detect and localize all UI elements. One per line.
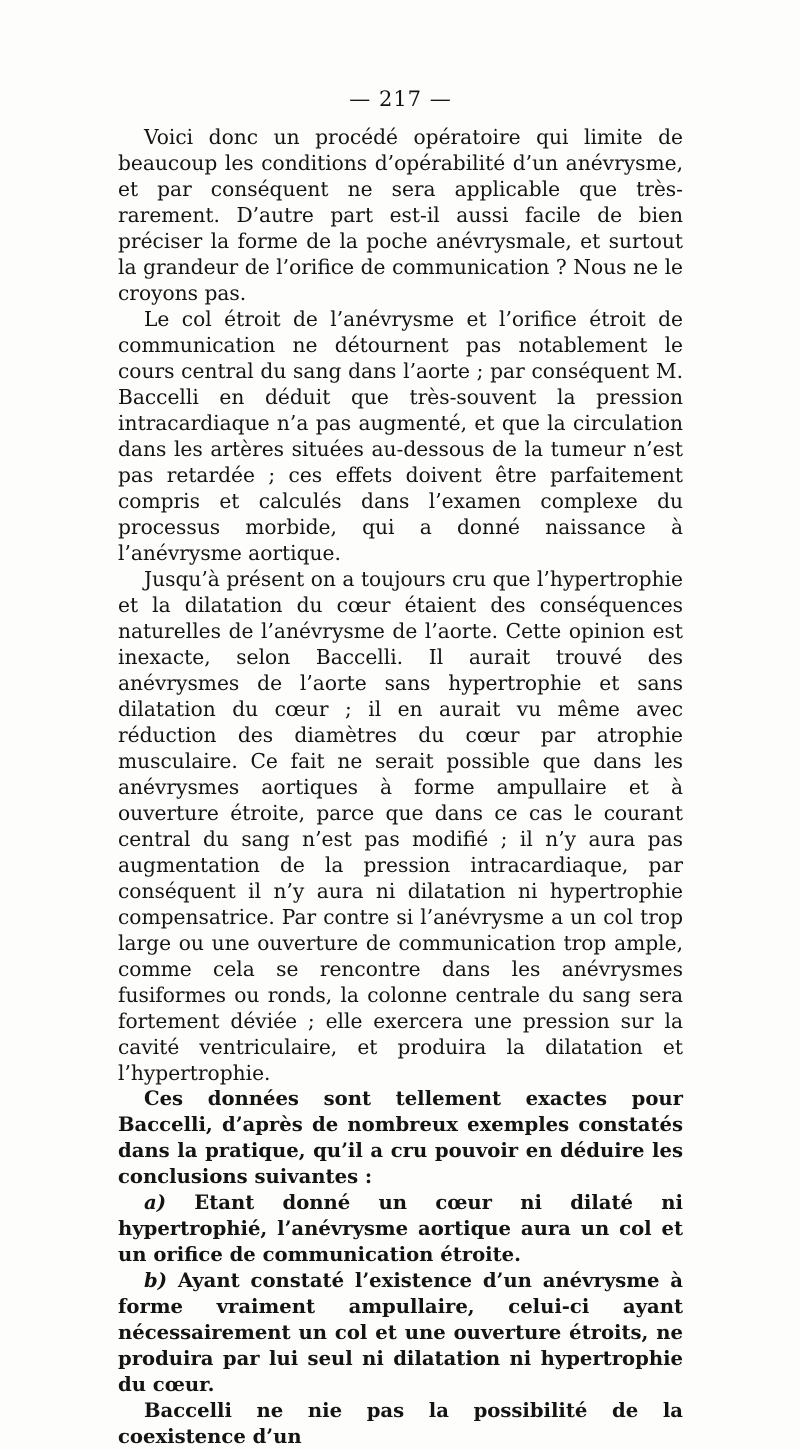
book-page	[118, 86, 683, 1450]
paragraph-4-text: Ces données sont tellement exactes pour Baccelli, d’après de nombreux exemples constatés dans la pratique, qu’il a cru pouvoir en déduire les conclusions suivantes :	[118, 1087, 683, 1188]
conclusion-a-text: Etant donné un cœur ni dilaté ni hypertrophié, l’anévrysme aortique aura un col et un orifice de communication étroite.	[118, 1191, 683, 1266]
paragraph-4	[118, 1086, 683, 1190]
conclusion-b-letter: b)	[144, 1269, 167, 1292]
paragraph-2: Le col étroit de l’anévrysme et l’orifice étroit de communication ne détournent pas notablement le cours central du sang dans l’aorte ; par conséquent M. Baccelli en déduit que très-souvent la pression intracardiaque n’a pas augmenté, et que la circulation dans les artères situées au-dessous de la tumeur n’est pas retardée ; ces effets doivent être parfaitement compris et calculés dans l’examen complexe du processus morbide, qui a donné naissance à l’anévrysme aortique.	[118, 307, 683, 565]
body-text	[118, 124, 683, 1450]
conclusion-a	[118, 1190, 683, 1268]
paragraph-3: Jusqu’à présent on a toujours cru que l’hypertrophie et la dilatation du cœur étaient des conséquences naturelles de l’anévrysme de l’aorte. Cette opinion est inexacte, selon Baccelli. Il aurait trouvé des anévrysmes de l’aorte sans hypertrophie et sans dilatation du cœur ; il en aurait vu même avec réduction des diamètres du cœur par atrophie musculaire. Ce fait ne serait possible que dans les anévrysmes aortiques à forme ampullaire et à ouverture étroite, parce que dans ce cas le courant central du sang n’est pas modifié ; il n’y aura pas augmentation de la pression intracardiaque, par conséquent il n’y aura ni dilatation ni hypertrophie compensatrice. Par contre si l’anévrysme a un col trop large ou une ouverture de communication trop ample, comme cela se rencontre dans les anévrysmes fusiformes ou ronds, la colonne centrale du sang sera fortement déviée ; elle exercera une pression sur la cavité ventriculaire, et produira la dilatation et l’hypertrophie.	[118, 567, 683, 1085]
paragraph-1: Voici donc un procédé opératoire qui limite de beaucoup les conditions d’opérabilité d’un anévrysme, et par conséquent ne sera applicable que très-rarement. D’autre part est-il aussi facile de bien préciser la forme de la poche anévrysmale, et surtout la grandeur de l’orifice de communication ? Nous ne le croyons pas.	[118, 125, 683, 305]
conclusion-b	[118, 1268, 683, 1398]
paragraph-last: Baccelli ne nie pas la possibilité de la coexistence d’un	[118, 1399, 683, 1448]
conclusion-a-letter: a)	[144, 1191, 166, 1214]
page-number: — 217 —	[349, 87, 452, 111]
conclusion-b-text: Ayant constaté l’existence d’un anévrysme à forme vraiment ampullaire, celui-ci ayant nécessairement un col et une ouverture étroits, ne produira par lui seul ni dilatation ni hypertrophie du cœur.	[118, 1269, 683, 1396]
